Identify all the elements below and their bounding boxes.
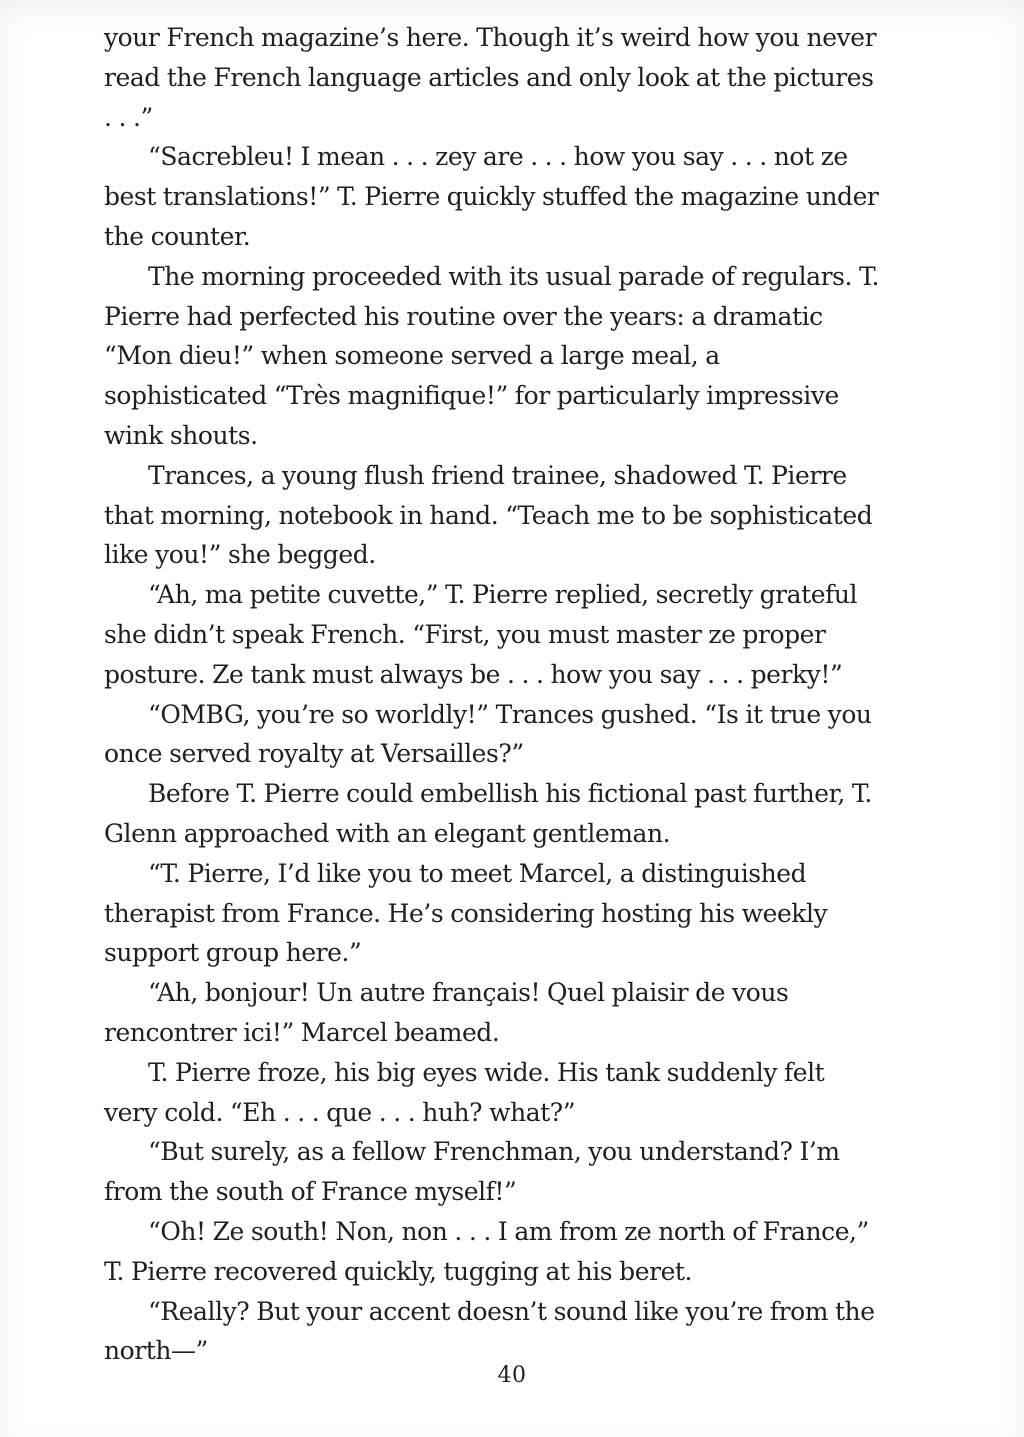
paragraph: “T. Pierre, I’d like you to meet Marcel, a distinguished therapist from France. He’s considering hosting his weekly support group here.”: [104, 858, 828, 968]
paragraph: “OMBG, you’re so worldly!” Trances gushed. “Is it true you once served royalty at Versailles?”: [104, 699, 872, 769]
paragraph: The morning proceeded with its usual parade of regulars. T. Pierre had perfected his routine over the years: a dramatic “Mon dieu!” when someone served a large meal, a sophisticated “Très magnifique!” for particularly impressive wink shouts.: [104, 261, 879, 450]
page-body-text: [104, 18, 884, 1371]
paragraph: T. Pierre froze, his big eyes wide. His tank suddenly felt very cold. “Eh . . . que . . . huh? what?”: [104, 1057, 825, 1127]
page-number: 40: [497, 1363, 527, 1388]
paragraph: “Ah, ma petite cuvette,” T. Pierre replied, secretly grateful she didn’t speak French. “First, you must master ze proper posture. Ze tank must always be . . . how you say . . . perky!”: [104, 580, 858, 689]
paragraph-continuation: your French magazine’s here. Though it’s weird how you never read the French language articles and only look at the pictures . . .”: [104, 23, 877, 132]
paragraph: “Oh! Ze south! Non, non . . . I am from ze north of France,” T. Pierre recovered quickly, tugging at his beret.: [104, 1216, 869, 1286]
paragraph: “But surely, as a fellow Frenchman, you understand? I’m from the south of France myself!”: [104, 1137, 840, 1207]
paragraph: “Sacrebleu! I mean . . . zey are . . . how you say . . . not ze best translations!” T. Pierre quickly stuffed the magazine under the counter.: [104, 142, 879, 251]
paragraph: “Really? But your accent doesn’t sound like you’re from the north—”: [104, 1296, 875, 1366]
paragraph: Trances, a young flush friend trainee, shadowed T. Pierre that morning, notebook in hand. “Teach me to be sophisticated like you!” she begged.: [104, 460, 873, 570]
paragraph: “Ah, bonjour! Un autre français! Quel plaisir de vous rencontrer ici!” Marcel beamed.: [104, 978, 789, 1047]
paragraph: Before T. Pierre could embellish his fictional past further, T. Glenn approached with an elegant gentleman.: [104, 779, 872, 848]
